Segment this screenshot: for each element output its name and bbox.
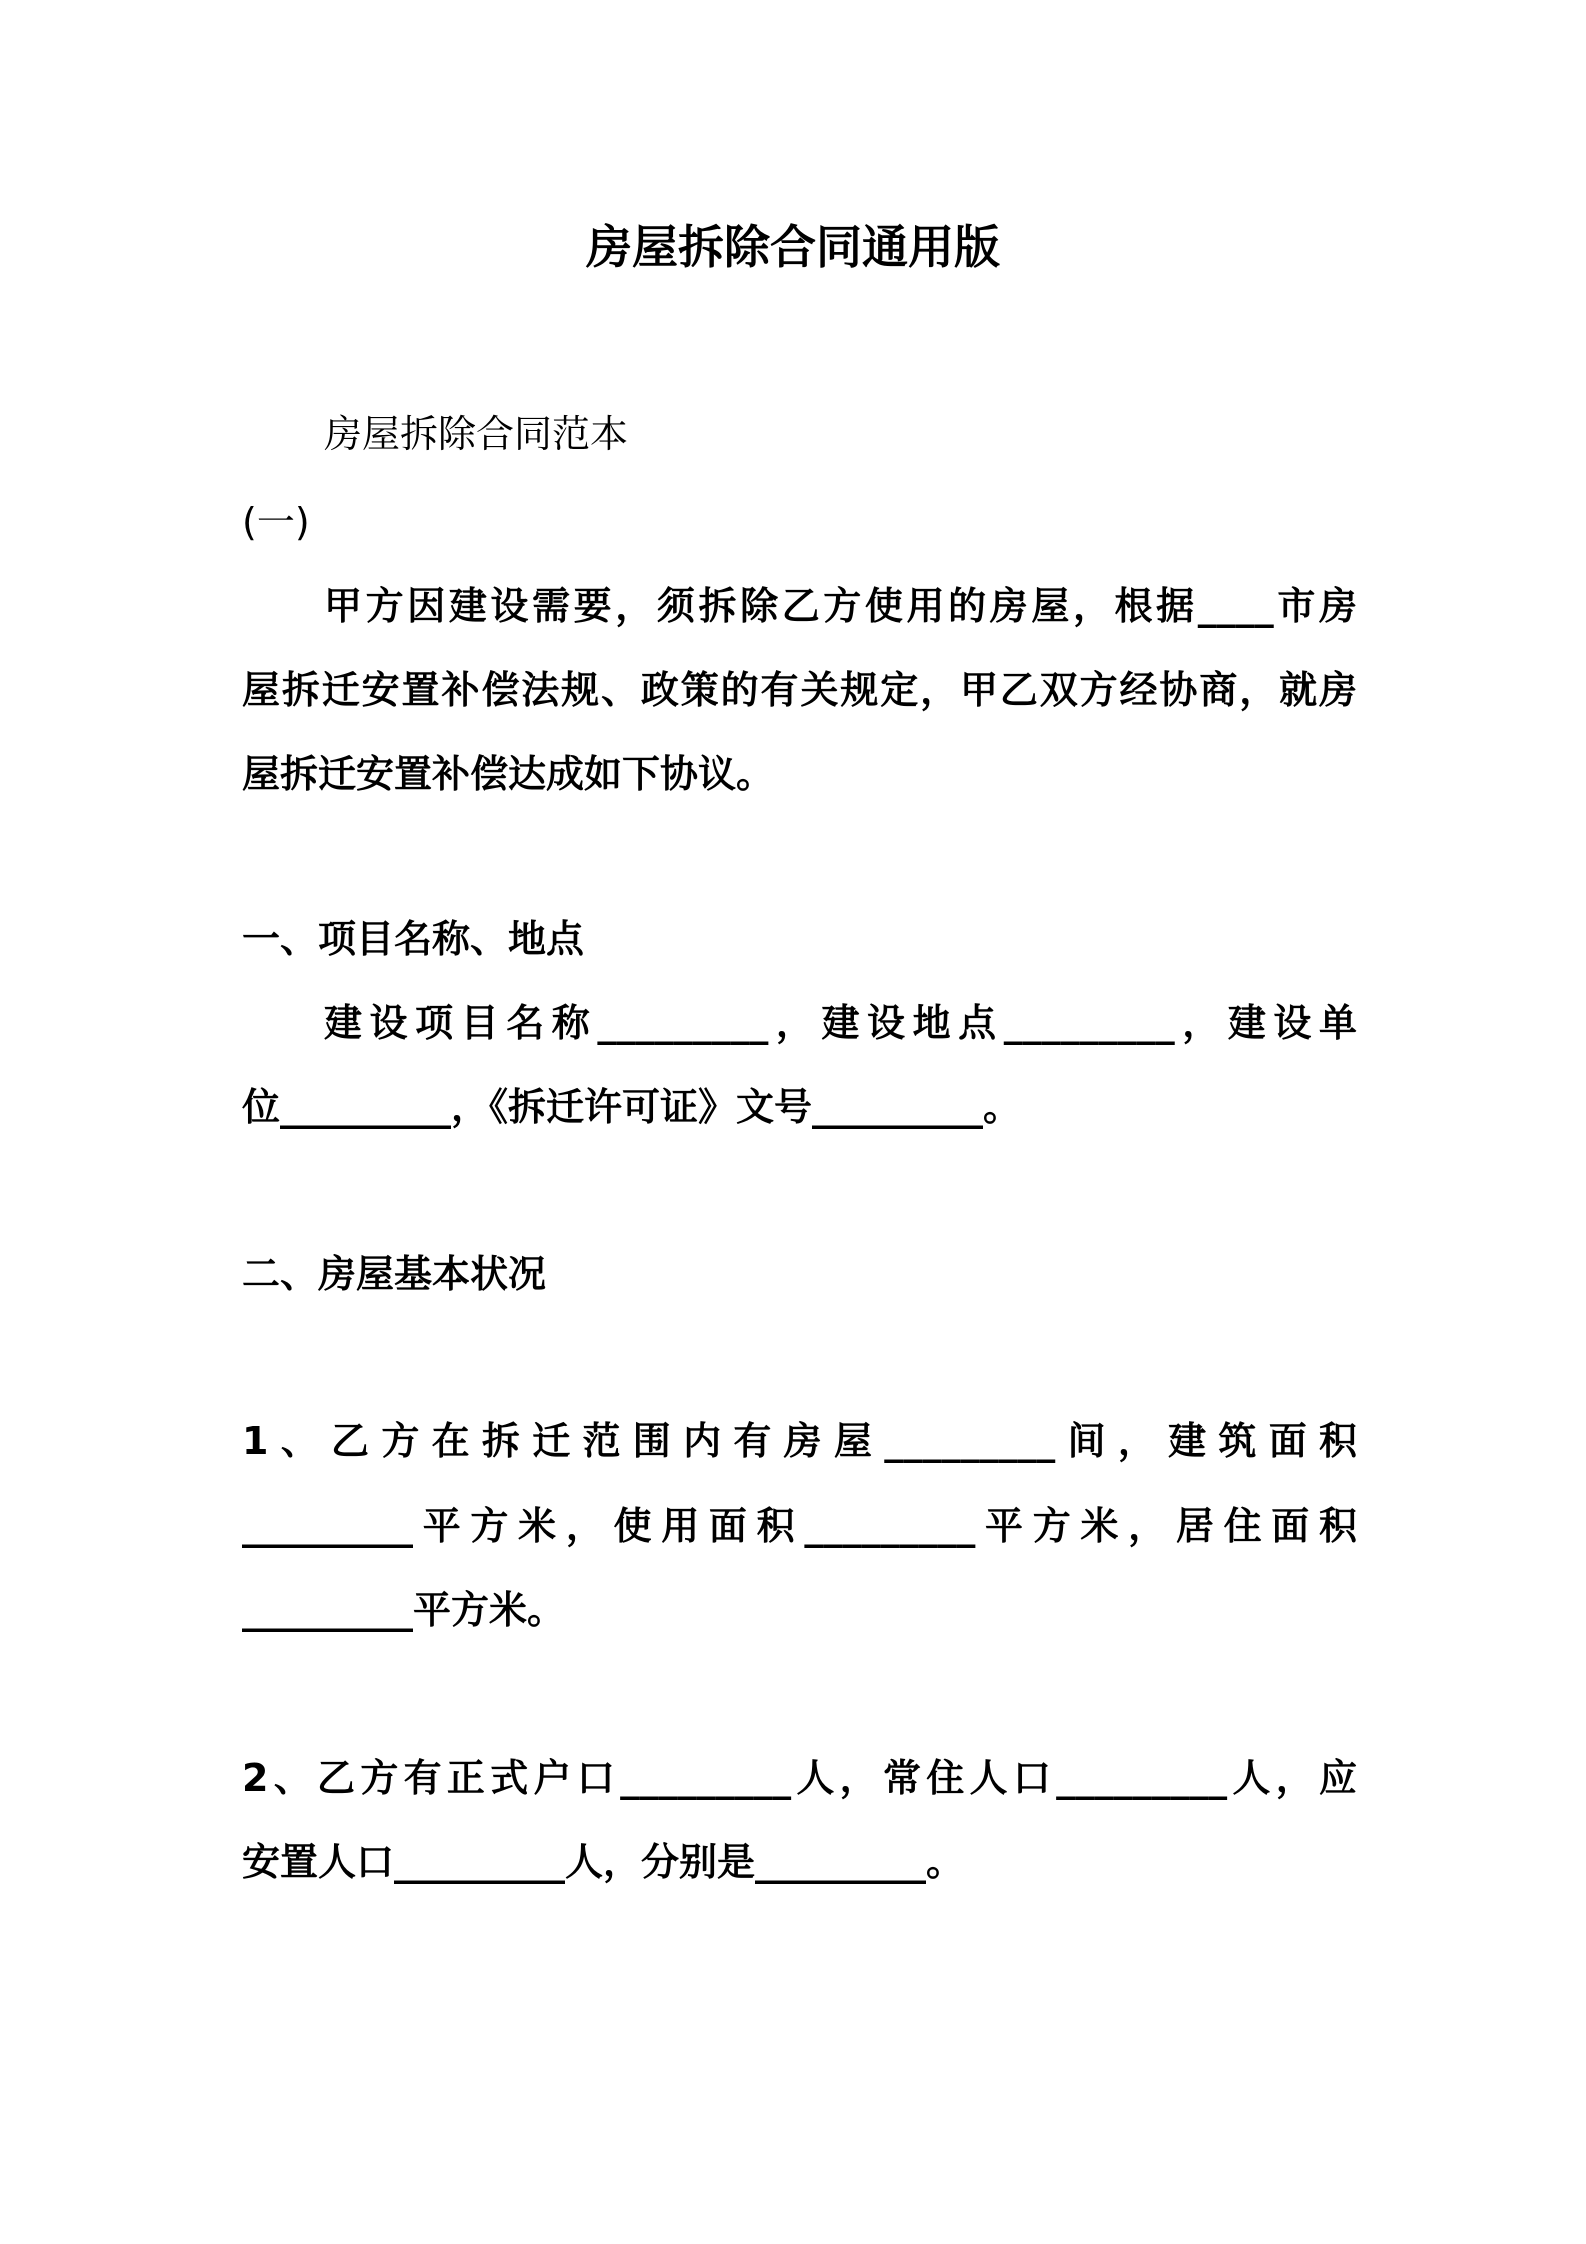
section2-item1-line: _________平方米，使用面积_________平方米，居住面积 [242,1504,1357,1548]
section1-heading: 一、项目名称、地点 [242,917,585,961]
section2-heading: 二、房屋基本状况 [242,1252,547,1296]
section2-item1-line: 1、乙方在拆迁范围内有房屋_________间，建筑面积 [242,1419,1357,1463]
intro-line: 屋拆迁安置补偿法规、政策的有关规定，甲乙双方经协商，就房 [242,668,1357,712]
document-subtitle: 房屋拆除合同范本 [324,412,629,456]
section1-line: 位_________，《拆迁许可证》文号_________。 [242,1085,1022,1129]
section2-item2-line: 2、乙方有正式户口_________人，常住人口_________人，应 [242,1756,1357,1800]
intro-line: 屋拆迁安置补偿达成如下协议。 [242,752,775,796]
intro-line: 甲方因建设需要，须拆除乙方使用的房屋，根据____市房 [324,584,1357,628]
document-title: 房屋拆除合同通用版 [586,220,1000,274]
section-marker: (一) [242,500,310,544]
section2-item2-line: 安置人口_________人，分别是_________。 [242,1840,965,1884]
section1-line: 建设项目名称_________，建设地点_________，建设单 [324,1001,1357,1045]
section2-item1-line: _________平方米。 [242,1588,566,1632]
